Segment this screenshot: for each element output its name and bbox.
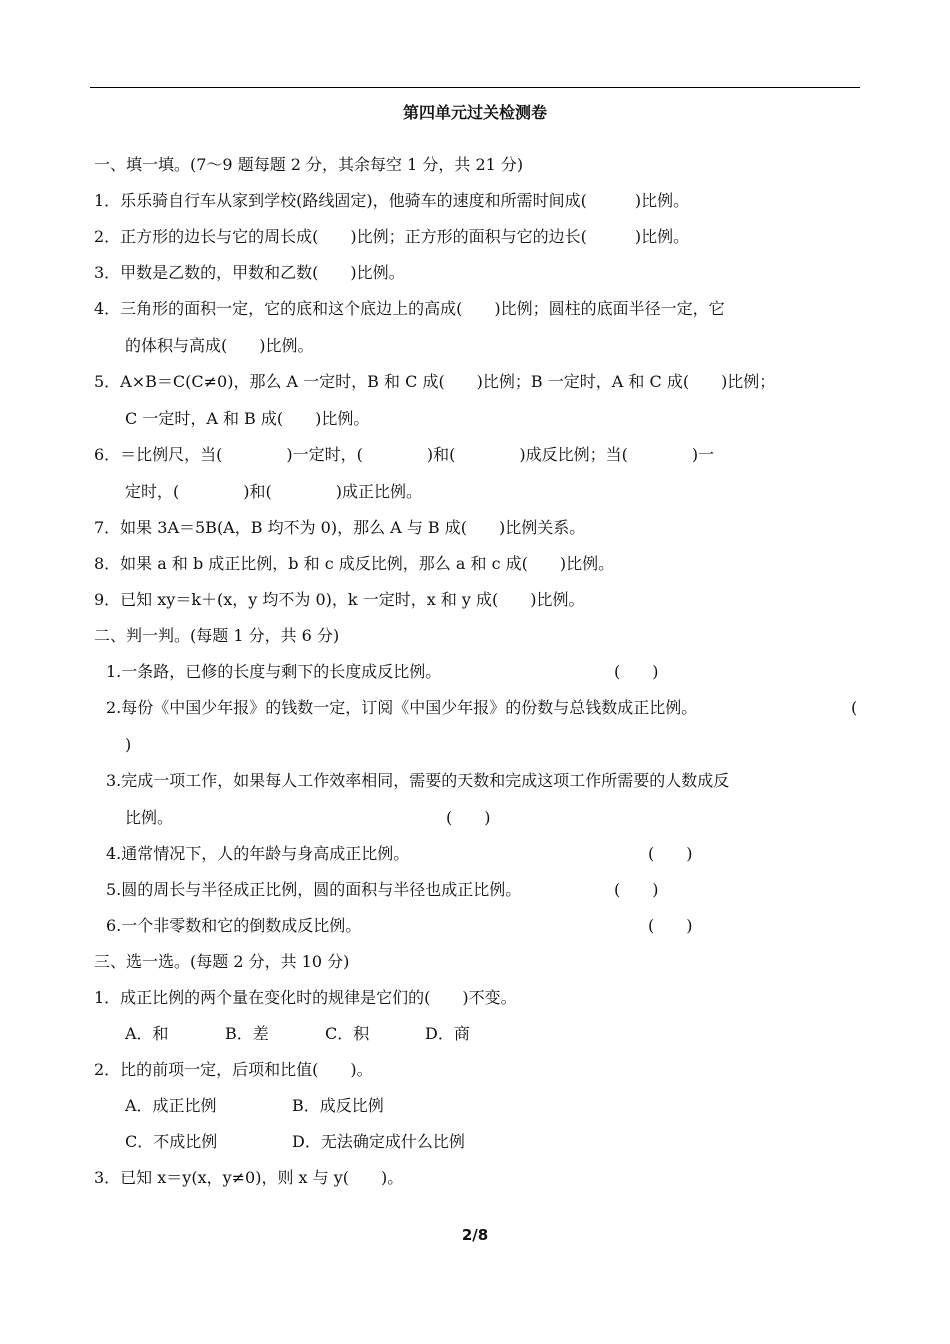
judge-3-line2: 比例。 bbox=[125, 808, 174, 827]
choice-1-stem: 1．成正比例的两个量在变化时的规律是它们的( )不变。 bbox=[94, 988, 517, 1007]
judge-3-answer-paren: ( ) bbox=[446, 808, 491, 827]
choice-1-option-d: D．商 bbox=[425, 1024, 470, 1043]
judge-4-text: 4.通常情况下，人的年龄与身高成正比例。 bbox=[106, 844, 410, 863]
choice-2-option-b: B．成反比例 bbox=[292, 1096, 384, 1115]
judge-1-answer-paren: ( ) bbox=[614, 662, 659, 681]
question-1-9: 9．已知 xy＝k＋(x，y 均不为 0)，k 一定时，x 和 y 成( )比例。 bbox=[94, 590, 585, 609]
judge-3-line1: 3.完成一项工作，如果每人工作效率相同，需要的天数和完成这项工作所需要的人数成反 bbox=[106, 771, 730, 790]
judge-5-answer-paren: ( ) bbox=[614, 880, 659, 899]
page-title: 第四单元过关检测卷 bbox=[402, 103, 547, 122]
judge-6-text: 6.一个非零数和它的倒数成反比例。 bbox=[106, 916, 362, 935]
choice-2-option-c: C．不成比例 bbox=[125, 1132, 218, 1151]
question-1-5-line1: 5．A×B＝C(C≠0)，那么 A 一定时，B 和 C 成( )比例；B 一定时，A 和 C 成( )比例； bbox=[94, 372, 776, 391]
section3-heading: 三、选一选。(每题 2 分，共 10 分) bbox=[94, 952, 350, 971]
choice-1-option-b: B．差 bbox=[225, 1024, 269, 1043]
choice-2-option-d: D．无法确定成什么比例 bbox=[292, 1132, 465, 1151]
section2-heading: 二、判一判。(每题 1 分，共 6 分) bbox=[94, 626, 340, 645]
judge-2-text: 2.每份《中国少年报》的钱数一定，订阅《中国少年报》的份数与总钱数成正比例。 bbox=[106, 698, 698, 717]
question-1-2: 2．正方形的边长与它的周长成( )比例；正方形的面积与它的边长( )比例。 bbox=[94, 227, 690, 246]
question-1-6-line1: 6．＝比例尺，当( )一定时，( )和( )成反比例；当( )一 bbox=[94, 445, 715, 464]
choice-1-option-c: C．积 bbox=[325, 1024, 370, 1043]
question-1-4-line2: 的体积与高成( )比例。 bbox=[125, 336, 314, 355]
judge-2-paren-close: ) bbox=[125, 735, 132, 754]
judge-1-text: 1.一条路，已修的长度与剩下的长度成反比例。 bbox=[106, 662, 442, 681]
choice-2-stem: 2．比的前项一定，后项和比值( )。 bbox=[94, 1060, 373, 1079]
judge-6-answer-paren: ( ) bbox=[648, 916, 693, 935]
judge-5-text: 5.圆的周长与半径成正比例，圆的面积与半径也成正比例。 bbox=[106, 880, 522, 899]
question-1-6-line2: 定时，( )和( )成正比例。 bbox=[125, 482, 422, 501]
judge-4-answer-paren: ( ) bbox=[648, 844, 693, 863]
choice-1-option-a: A．和 bbox=[125, 1024, 169, 1043]
judge-2-paren-open: ( bbox=[851, 698, 858, 717]
page-number: 2/8 bbox=[461, 1226, 489, 1244]
choice-2-option-a: A．成正比例 bbox=[125, 1096, 217, 1115]
question-1-7: 7．如果 3A＝5B(A，B 均不为 0)，那么 A 与 B 成( )比例关系。 bbox=[94, 518, 586, 537]
question-1-5-line2: C 一定时，A 和 B 成( )比例。 bbox=[125, 409, 370, 428]
question-1-8: 8．如果 a 和 b 成正比例，b 和 c 成反比例，那么 a 和 c 成( )比例。 bbox=[94, 554, 615, 573]
section1-heading: 一、填一填。(7～9 题每题 2 分，其余每空 1 分，共 21 分) bbox=[94, 155, 524, 174]
question-1-1: 1．乐乐骑自行车从家到学校(路线固定)，他骑车的速度和所需时间成( )比例。 bbox=[94, 191, 690, 210]
question-1-4-line1: 4．三角形的面积一定，它的底和这个底边上的高成( )比例；圆柱的底面半径一定，它 bbox=[94, 299, 725, 318]
choice-3-stem: 3．已知 x＝y(x，y≠0)，则 x 与 y( )。 bbox=[94, 1168, 404, 1187]
question-1-3: 3．甲数是乙数的，甲数和乙数( )比例。 bbox=[94, 263, 405, 282]
header-rule bbox=[90, 87, 860, 88]
